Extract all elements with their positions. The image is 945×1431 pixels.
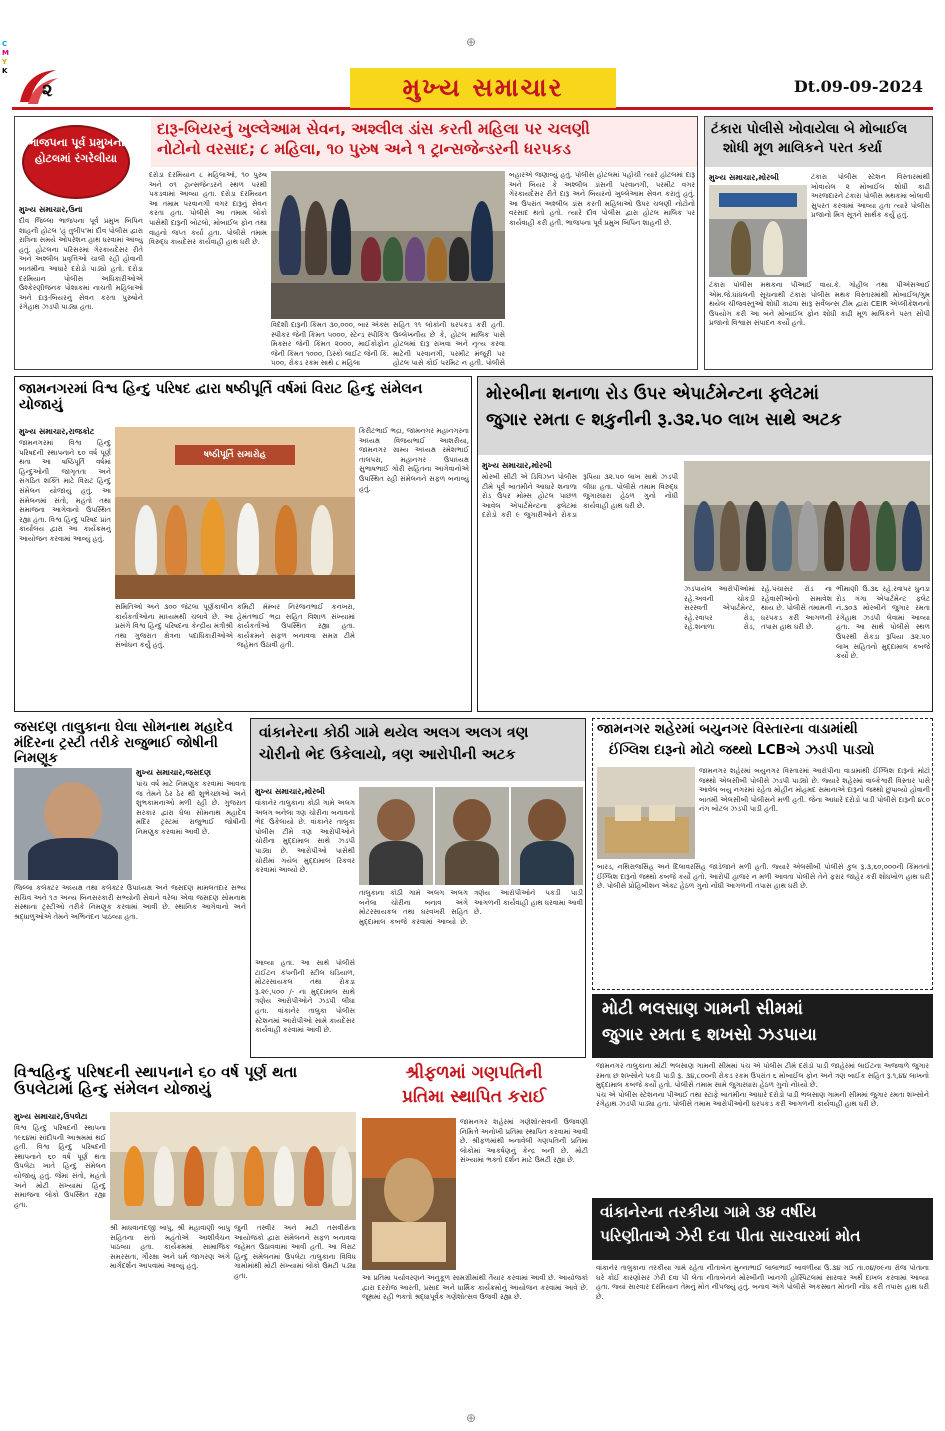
vhp-jamnagar-text-d: કિરીટભાઈ ભદ્રા, જામનગર મહાનગરના અધ્યક્ષ વિજયભાઈ આશરીયા, જામનગર ગ્રામ્ય અધ્યક્ષ રમેશભાઈ તાલપરા, મહાનગર ઉપાધ્યક્ષ સુભાષભાઈ ગોરી સહિતના આગેવાનોએ ઉપસ્થિત રહી સંમેલનને સફળ બનાવ્યું હતું. — [359, 427, 469, 493]
vankaner-col-1 — [255, 787, 355, 909]
bhalsan-headline-1: મોટી ભલસાણ ગામની સીમમાં — [602, 999, 803, 1019]
shreefal-headline-1: શ્રીફળમાં ગણપતિની — [405, 1063, 543, 1083]
upleta-text-a: વિશ્વ હિન્દુ પરિષદની સ્થાપના ૧૯૬૪માં સાંદીપની આશ્રમમાં થઈ હતી. વિશ્વ હિન્દુ પરિષદની સ્થાપનાને ૬૦ વર્ષ પૂર્ણ થતા ઉપલેટા ખાતે હિન્દુ સંમેલન યોજાયું હતું. જેમાં સંતો, મહંતો અને મોટી સંખ્યામાં હિન્દુ સમાજના લોકો ઉપસ્થિત રહ્યા હતા. — [14, 1124, 106, 1209]
reg-k: K — [2, 67, 8, 75]
vankaner-text-c: આવ્યા હતા. આ સાથે પોલીસે ટાઈટન કંપનીની સ્ટીલ ઘડિયાળ, મોટરસાયકલ તથા રોકડા રૂ.૨૯,૫૦૦ /- ના મુદ્દામાલ સાથે ત્રણેય આરોપીઓને ઝડપી લીધા હતા. વાંકાનેર તાલુકા પોલીસ સ્ટેશનમાં આરોપીઓ સામે કાયદેસર કાર્યવાહી કરવામાં આવી છે. — [255, 959, 355, 1035]
vhp-jamnagar-col-1 — [19, 427, 111, 709]
color-registration-marks — [2, 40, 10, 76]
article-vhp-jamnagar — [14, 376, 472, 712]
tankara-photo — [709, 185, 807, 277]
baybnagar-photo — [597, 767, 695, 859]
daru-kicker-oval — [22, 125, 130, 199]
vankaner-col-3 — [255, 959, 355, 1055]
article-bhalsan — [592, 994, 933, 1194]
vankaner-photo-2 — [435, 787, 509, 885]
logo-swoosh-icon — [16, 66, 60, 106]
tankara-headline-1: ટંકારા પોલીસે ખોવાયેલા બે મોબાઈલ — [711, 121, 908, 137]
vhp-jamnagar-text-b: સમિતિઓ અને ૩૦૦ જેટલા પૂર્ણકાલીન કાર્યકર્તાઓના માધ્યમથી ચલાવે છે. આ પ્રસંગે વિશ્વ હિન્દુ પરિષદના કેન્દ્રીય મંત્રીશ્રી તથા ગુજરાત ક્ષેત્રના પદાધિકારીઓએ સંબોધન કર્યું હતું. — [115, 603, 233, 650]
morbi-col-3 — [836, 585, 930, 709]
vankaner-headline-2: ચોરીનો ભેદ ઉકેલાયો, ત્રણ આરોપીની અટક — [259, 746, 516, 763]
baybnagar-col-1 — [699, 767, 930, 859]
daru-photo — [271, 171, 505, 319]
vankaner-headline-1: વાંકાનેરના કોઠી ગામે થયેલ અલગ અલગ ત્રણ — [259, 725, 529, 741]
vhp-jamnagar-headline: જામનગરમાં વિશ્વ હિન્દુ પરિષદ દ્વારા ષષ્ઠીપૂર્તિ વર્ષમાં વિરાટ હિન્દુ સંમેલન યોજાયું — [19, 381, 423, 414]
vankaner-headline-block — [251, 719, 585, 781]
daru-col-4 — [509, 171, 695, 367]
morbi-col-2 — [684, 585, 832, 709]
daru-text-c: સહિત ૧૧ લોકોની ધરપકડ કરી હતી. ઉલ્લેખનીય છે કે, હોટલ માલિક પાસે હોટલમાં દારૂ રાખવા અને નૃત્ય કરવા માટેની પરવાનગી, પરમીટ મંજૂરી પર હોટલ પાસે કોઈ પરમિટ ન હતી. પોલીસે — [393, 321, 505, 367]
upleta-col-1 — [14, 1112, 106, 1410]
daru-headline-1: દારૂ-બિયરનું ખુલ્લેઆમ સેવન, અશ્લીલ ડાંસ કરતી મહિલા પર ચલણી — [157, 120, 590, 138]
reg-m: M — [2, 49, 9, 57]
vhp-jamnagar-text-c: કમિટી મેમ્બર નિરંજનભાઈ કનખરા, હેમંતભાઈ ભદ્રા સહિત વિશાળ સંખ્યામાં કાર્યકર્તાઓ ઉપસ્થિત રહ્યા હતા. કાર્યક્રમને સફળ બનાવવા સમગ્ર ટીમે જહેમત ઉઠાવી હતી. — [237, 603, 355, 650]
daru-headline-2: નોટોનો વરસાદ; ૮ મહિલા, ૧૦ પુરુષ અને ૧ ટ્રાન્સજેન્ડરની ધરપકડ — [157, 139, 571, 158]
vankaner-death-headline-block — [592, 1198, 933, 1260]
jasdan-text-b: જિલ્લા કલેક્ટર અધ્યક્ષ તથા કલેક્ટર ઉપાધ્યક્ષ અને જસદણ મામલતદાર સભ્ય સચિવ અને ૧૭ અન્ય બિનસરકારી સભ્યોની સેવાને વરેલા એવા જસદણ સોમનાથ સંસ્થાના ટ્રસ્ટીઓ તરીકે નિમણૂક કરવામાં આવી છે. સ્થાનિક આગેવાનો અને શ્રદ્ધાળુઓએ તેમને અભિનંદન પાઠવ્યા હતા. — [14, 884, 246, 921]
baybnagar-text-a: જામનગર શહેરમાં બયુનગર વિસ્તારમાં આરોપીના વાડામાંથી ઈંગ્લિશ દારૂનો મોટો જથ્થો એલસીબી પોલીસે ઝડપી પાડ્યો છે. જ્યારે શહેરમાં વાલ્કેશ્વરી વિસ્તાર પાસે આવેલ બયુ નગરમાં રહેતા મોહીન મોહમદ સમાનાએ દારૂનો જથ્થો છુપાવ્યો હોવાની બાતમી એલસીબી પોલીસને મળી હતી. જેના આધારે દરોડો પાડી પોલીસે દારૂની ૪૮૦ નંગ બોટલ ઝડપી પાડી હતી. — [699, 767, 930, 814]
section-title: મુખ્ય સમાચાર — [402, 73, 564, 102]
article-vankaner-death — [592, 1198, 933, 1410]
jasdan-col-1 — [136, 768, 246, 880]
vankaner-photo-1 — [359, 787, 433, 885]
vhp-jamnagar-col-3 — [237, 603, 355, 709]
morbi-headline-2: જુગાર રમતા ૯ શકુનીની રૂ.૩૨.૫૦ લાખ સાથે અટક — [486, 409, 842, 430]
tankara-col-3 — [709, 281, 930, 367]
vhp-jamnagar-caption: ષષ્ઠીપૂર્તિ સમારોહ — [175, 445, 295, 465]
baybnagar-headline-2: ઈંગ્લિશ દારૂનો મોટો જથ્થો LCBએ ઝડપી પાડ્યો — [609, 742, 875, 758]
bhalsan-text-b: પંચ એ પોલીસ સ્ટેશનના પીઆઈ તથા સ્ટાફે બાતમીના આધારે દરોડો પાડી ભલસાણ ગામની સીમમાં જુગાર રમતા શખ્સોને રંગેહાથ ઝડપી પાડ્યા હતા. પોલીસે તમામ આરોપીઓની ધરપકડ કરી આગળની કાર્યવાહી હાથ ધરી છે. — [596, 1090, 929, 1109]
daru-caption: વિદેશી દારૂની કિંમત ૩૦,૦૦૦, બાર એક્સ સ્પીકર જેની કિંમત ૫૦૦૦, સ્ટેન્ડ સ્પીકિંગ મિક્સર જેની કિંમત ૨૦૦૦, માઈકોફોન જેની કિંમત ૧૦૦૦, ડિસ્કો લાઈટ જેની કિં. ૫૦૦, રોકડ રકમ સાથે ૮ મહિલા — [271, 321, 389, 367]
morbi-headline-1: મોરબીના શનાળા રોડ ઉપર એપાર્ટમેન્ટના ફ્લેટમાં — [486, 384, 819, 404]
daru-col-1 — [19, 205, 143, 367]
article-tankara — [704, 116, 933, 370]
shreefal-text-a: જામનગર શહેરમાં ગણેશોત્સવની ઉજવણી નિમિત્તે અનોખી પ્રતિમા સ્થાપિત કરવામાં આવી છે. શ્રીફળમાંથી બનાવેલી ગણપતિની પ્રતિમા લોકોમાં આકર્ષણનું કેન્દ્ર બની છે. મોટી સંખ્યામાં ભક્તો દર્શન માટે ઉમટી રહ્યા છે. — [460, 1118, 588, 1165]
baybnagar-text-b: બારડ, નથિરાજસિંહ અને દિલાવરસિંહ જાડેજાને મળી હતી. જ્યારે એલસીબી પોલીસે કુલ રૂ.૩,૬૦,૦૦૦ની કિંમતનો ઈંગ્લિશ દારૂનો જથ્થો કબજે કર્યો હતો. આરોપી હાજર ન મળી આવતા પોલીસે તેને ફરાર જાહેર કરી શોધખોળ હાથ ધરી છે. પોલીસે પ્રોહિબીશન એક્ટ હેઠળ ગુનો નોંધી આગળની તપાસ હાથ ધરી છે. — [597, 863, 930, 891]
jasdan-byline: મુખ્ય સમાચાર,જસદણ — [136, 768, 211, 777]
upleta-text-b: શ્રી માધવાનંદજી બાપુ, શ્રી મહાવાણી બાપુ સહિતના સંતો મહંતોએ આશીર્વચન પાઠવ્યા હતા. કાર્યક્રમમાં સામાજિક સમરસતા, ગૌરક્ષા અને ધર્મ જાગરણ અંગે માર્ગદર્શન આપવામાં આવ્યું હતું. — [110, 1224, 230, 1271]
daru-caption-box — [271, 321, 389, 367]
masthead — [12, 64, 933, 110]
morbi-col-1 — [482, 461, 678, 709]
shreefal-text-b: આ પ્રતિમા પર્યાવરણને અનુકૂળ સામગ્રીમાંથી તૈયાર કરવામાં આવી છે. આયોજકો દ્વારા દરરોજ આરતી, પ્રસાદ અને ધાર્મિક કાર્યક્રમોનું આયોજન કરવામાં આવે છે. જૂથમાં રહી ભક્તો શ્રદ્ધાપૂર્વક ગણેશોત્સવ ઉજવી રહ્યા છે. — [362, 1274, 588, 1302]
article-jasdan — [14, 718, 246, 1056]
vhp-jamnagar-byline: મુખ્ય સમાચાર,રાજકોટ — [19, 427, 95, 436]
reg-c: C — [2, 40, 8, 48]
vhp-jamnagar-col-2 — [115, 603, 233, 709]
bhalsan-headline-block — [592, 994, 933, 1058]
bhalsan-headline-2: જુગાર રમતા ૬ શખસો ઝડપાયા — [602, 1024, 817, 1045]
article-shreefal — [360, 1062, 588, 1410]
bhalsan-body — [596, 1062, 929, 1190]
vankaner-death-body — [596, 1264, 929, 1406]
vankaner-photo-3 — [511, 787, 583, 885]
vhp-jamnagar-photo — [115, 427, 355, 599]
morbi-text-c: ભીમાણી ઉ.૩૬ રહે.રવાપર ધુનડા રોડ ગંગા એપાર્ટમેન્ટ ફ્લેટ નં.૩૦૩ મોરબીને જુગાર રમતા રંગેહાથ ઝડપી લેવામાં આવ્યા હતા. આ સાથે પોલીસે સ્થળ ઉપરથી રોકડા રૂપિયા ૩૨.૫૦ લાખ સહિતનો મુદ્દામાલ કબજે કર્યો છે. — [836, 585, 930, 661]
jasdan-text-a: પાંચ વર્ષ માટે નિમણુક કરવામાં આવતા જ તેમને ઠેર ઠેર થી શુભેચ્છાઓ અને શુભકામનાઓ મળી રહી છે. ગુજરાત સરકાર દ્વારા ઘેલા સોમનાથ મહાદેવ મંદિર ટ્રસ્ટમાં રાજુભાઈ જોષીની નિમણુક કરવામાં આવી છે. — [136, 780, 246, 836]
vhp-jamnagar-col-4 — [359, 427, 469, 709]
jasdan-photo — [14, 768, 132, 880]
article-vankaner-theft — [250, 718, 586, 1058]
crop-mark-bottom: ⊕ — [466, 1411, 477, 1425]
daru-text-a: દીવ જિલ્લા ભાજપના પૂર્વ પ્રમુખ બિપિન શાહની હોટલ 'હ તુલીપ'માં દીવ પોલીસ દ્વારા રાત્રિના સમયે ઓપરેશન હાથ ધરવામાં આવ્યું હતું. હોટલના પરિસરમાં ગેરકાયદેસર રીતે અને અશ્લીલ પ્રવૃત્તિઓ ચાલી રહી હોવાની બાતમીના આધારે દરોડો પાડ્યો હતો. દરોડા દરમિયાન પોલીસ અધિકારીઓએ ઉશ્કેરણીજનક પોશાકમાં નાચતી મહિલાઓ અને દારૂ-બિયરનું સેવન કરતા પુરુષોને રંગેહાથ ઝડપી પાડ્યા હતા. — [19, 217, 143, 312]
shreefal-photo — [362, 1118, 456, 1270]
morbi-headline-block — [478, 377, 932, 455]
jasdan-headline: જસદણ તાલુકાના ઘેલા સોમનાથ મહાદેવ મંદિરના ટ્રસ્ટી તરીકે રાજુભાઈ જોષીની નિમણૂક — [14, 719, 233, 767]
tankara-text-b: ટંકારા પોલીસ મથકના પીઆઈ વાય.કે. ગોહીલ તથા પીએસઆઈ એમ.જે.ધાંધલની સૂચનાથી ટંકારા પોલીસ મથક વિસ્તારમાંથી મોબાઈલ/ગુમ થયેલ ચીજવસ્તુઓ શોધી કાઢવા સારૂ સર્વેલન્સ ટીમ દ્વારા CEIR એપ્લીકેશનનો ઉપયોગ કરી આ બંને મોબાઈલ ફોન શોધી કાઢી મૂળ માલિકને પરત સોંપી પ્રજાનો વિશ્વાસ સંપાદન કર્યો હતો. — [709, 281, 930, 328]
article-baybnagar — [592, 718, 933, 990]
vankaner-text-b: તાલુકાના કોઠી ગામે અલગ અલગ બનેલા ચોરીના બનાવ અંગે મોટરસાયકલ તથા ઘરવખરી સહિત મુદ્દામાલ કબજે કરવામાં આવ્યો છે. ત્રણેય આરોપીઓને પકડી પાડી આગળની કાર્યવાહી હાથ ધરવામાં આવી છે. — [359, 889, 583, 926]
upleta-text-c: જુની તસ્વીર અને માટી તસવીરોના આયોજકો દ્વારા સંમેલનને સફળ બનાવવા જહેમત ઉઠાવવામાં આવી હતી. આ વિરાટ હિન્દુ સંમેલનમાં ઉપલેટા તાલુકાના વિવિધ ગામોમાંથી મોટી સંખ્યામાં લોકો ઉમટી પડ્યા હતા. — [234, 1224, 356, 1280]
morbi-photo — [684, 461, 930, 581]
vankaner-byline: મુખ્ય સમાચાર,મોરબી — [255, 787, 325, 796]
vankaner-col-2 — [359, 889, 583, 1055]
upleta-col-3 — [234, 1224, 356, 1410]
upleta-headline: વિશ્વહિન્દુ પરિષદની સ્થાપનાને ૬૦ વર્ષ પૂર્ણ થતા ઉપલેટામાં હિન્દુ સંમેલન યોજાયું — [14, 1063, 298, 1099]
article-upleta — [14, 1062, 356, 1410]
daru-headline-block — [151, 117, 698, 167]
daru-byline: મુખ્ય સમાચાર,ઉના — [19, 205, 83, 214]
section-title-band — [350, 68, 616, 108]
bhalsan-text-a: જામનગર તાલુકાના મોટી ભલસાણ ગામની સીમમાં પંચ એ પોલીસ ટીમે દરોડો પાડી જાહેરમાં લાઈટના અજવાળે જુગાર રમતા છ શખ્સોને પકડી પાડી રૂ. ૩૪,૮૦૦ની રોકડ રકમ ઉપરાંત ૬ મોબાઈલ ફોન અને ત્રણ બાઈક સહિત રૂ.૧,૪૪ લાખનો મુદ્દામાલ કબજે કર્યો હતો. પોલીસે તમામ સામે જુગારધારા હેઠળ ગુનો નોંધ્યો છે. — [596, 1062, 929, 1090]
tankara-text-a: ટંકારા પોલીસ સ્ટેશન વિસ્તારમાંથી ખોવાયેલ ૨ મોબાઈલ શોધી કાઢી અરજદારને ટંકારા પોલીસ મથકમાં બોલાવી સુપરત કરવામાં આવ્યા હતા ત્યારે પોલીસ પ્રજાનો મિત્ર સૂત્રને સાર્થક કર્યું હતું. — [811, 173, 930, 220]
daru-text-d: બહારએ જણાવ્યું હતું. પોલીસ હોટલમાં પહોંચી ત્યારે હોટલમાં દારૂ અને બિયર કે અશ્લીલ ડાંસની પરવાનગી, પરમીટ વગર ગેરકાયદેસર રીતે દારૂ અને બિયરનો ખુલ્લેઆમ સેવન કરાતું હતું. આ ઉપરાંત અશ્લીલ ડાંસ કરતી મહિલાઓ ઉપર ચલણી નોટોનો વરસાદ થતો હતો. ત્યારે દીવ પોલીસ દ્વારા હોટલ માલિક પર કાર્યવાહી કરી હતી. ભાજપના પૂર્વ પ્રમુખ બિપિન શાહની છે. — [509, 171, 695, 227]
upleta-col-2 — [110, 1224, 230, 1410]
morbi-text-a: મોરબી સીટી એ ડિવિઝન પોલીસ ટીમે પૂર્વ બાતમીને આધારે શનાળા રોડ ઉપર મોમ્સ હોટલ પાછળ આવેલ એપાર્ટમેન્ટના ફ્લેટમાં દરોડો કરી ૯ જુગારીઓને રોકડા રૂપિયા ૩૨.૫૦ લાખ સાથે ઝડપી લીધા હતા. પોલીસે તમામ વિરુદ્ધ જુગારધારા હેઠળ ગુનો નોંધી કાર્યવાહી હાથ ધરી છે. — [482, 473, 678, 520]
vankaner-death-headline-1: વાંકાનેરના તરકીયા ગામે ૩૪ વર્ષીય — [600, 1203, 817, 1221]
daru-text-b: દરોડા દરમિયાન ૮ મહિલાઓ, ૧૦ પુરુષ અને ૦૧ ટ્રાન્સજેન્ડરને સ્થળ પરથી પકડવામાં આવ્યા હતા. દરોડા દરમિયાન આ તમામ પરવાનગી વગર દારૂનું સેવન કરતા હતા. પોલીસે આ તમામ લોકો પાસેથી દારૂની બોટલો, મોબાઈલ ફોન તથા વાહનો જપ્ત કર્યા હતા. પોલીસે તમામ વિરુદ્ધ કાયદેસર કાર્યવાહી હાથ ધરી છે. — [149, 171, 267, 247]
tankara-byline: મુખ્ય સમાચાર,મોરબી — [709, 173, 779, 182]
daru-col-2 — [149, 171, 267, 367]
daru-kicker: ભાજપના પૂર્વ પ્રમુખની હોટલમાં રંગરેલીયા — [27, 136, 125, 165]
tankara-headline-2: શોધી મૂળ માલિકને પરત કર્યા — [723, 139, 882, 156]
baybnagar-headline-1: જામનગર શહેરમાં બયુનગર વિસ્તારના વાડામાંથી — [597, 721, 858, 737]
vankaner-death-headline-2: પરિણીતાએ ઝેરી દવા પીતા સારવારમાં મોત — [600, 1226, 861, 1245]
page-date: Dt.09-09-2024 — [793, 77, 923, 96]
jasdan-col-2 — [14, 884, 246, 1056]
vhp-jamnagar-text-a: જામનગરમાં વિશ્વ હિન્દુ પરિષદની સ્થાપનાને ૬૦ વર્ષ પૂર્ણ થતા આ ષષ્ઠિપૂર્તિ વર્ષમાં હિન્દુઓની જાગૃતતા અને સંગઠિત શક્તિ માટે વિરાટ હિન્દુ સંમેલન યોજાયું હતું. આ સંમેલનમાં સંતો, મહંતો તથા સમાજના આગેવાનો ઉપસ્થિત રહ્યા હતા. વિશ્વ હિન્દુ પરિષદ પ્રાંત કાર્યાલય દ્વારા આ કાર્યક્રમનું આયોજન કરવામાં આવ્યું હતું. — [19, 439, 111, 543]
article-morbi — [477, 376, 933, 712]
reg-y: Y — [2, 58, 8, 66]
morbi-byline: મુખ્ય સમાચાર,મોરબી — [482, 461, 552, 470]
vankaner-text-a: વાંકાનેર તાલુકાના કોઠી ગામે અલગ અલગ બનેલા ત્રણ ચોરીના બનાવનો ભેદ ઉકેલાયો છે. વાંકાનેર તાલુકા પોલીસ ટીમે ત્રણ આરોપીઓને ચોરીના મુદ્દામાલ સાથે ઝડપી પાડ્યા છે. આરોપીઓ પાસેથી ચોરીમાં ગયેલ મુદ્દામાલ રિકવર કરવામાં આવ્યો છે. — [255, 799, 355, 875]
shreefal-headline-2: પ્રતિમા સ્થાપિત કરાઈ — [402, 1087, 546, 1107]
upleta-photo — [110, 1112, 356, 1220]
shreefal-col-2 — [362, 1274, 588, 1410]
tankara-headline-block — [705, 117, 932, 167]
shreefal-col-1 — [460, 1118, 588, 1270]
upleta-byline: મુખ્ય સમાચાર,ઉપલેટા — [14, 1112, 88, 1121]
vankaner-death-text-a: વાંકાનેર તાલુકાના તરકીયા ગામે રહેતા નીતાબેન મુન્નાભાઈ લાલાભાઈ બાવળીયા ઉ.૩૪ ગઈ તા.૦૪/૦૯ના રોજ પોતાના ઘરે કોઈ કારણોસર ઝેરી દવા પી લેતા નીતાબેનને મોરબીની ખાનગી હોસ્પિટલમાં સારવાર અર્થે દાખલ કરવામાં આવ્યા હતા. જ્યાં સારવાર દરમિયાન તેમનું મોત નીપજ્યું હતું. બનાવ અંગે પોલીસે અકસ્માત મોતની નોંધ કરી તપાસ હાથ ધરી છે. — [596, 1264, 929, 1301]
morbi-text-b: ઝડપાયેલ આરોપીઓમાં રહે.અવની ચોકડી સરસ્વતી એપાર્ટમેન્ટ, રહે.રવાપર રોડ, રહે.શનાળા રોડ, રહે.પંચાસર રોડ ના રહેવાસીઓનો સમાવેશ થાય છે. પોલીસે તમામની ધરપકડ કરી આગળની તપાસ હાથ ધરી છે. — [684, 585, 832, 632]
page-number: ૨ — [42, 80, 53, 101]
tankara-col-2 — [811, 173, 930, 277]
daru-col-3b — [393, 321, 505, 367]
baybnagar-col-2 — [597, 863, 930, 987]
crop-mark-top: ⊕ — [466, 35, 477, 49]
